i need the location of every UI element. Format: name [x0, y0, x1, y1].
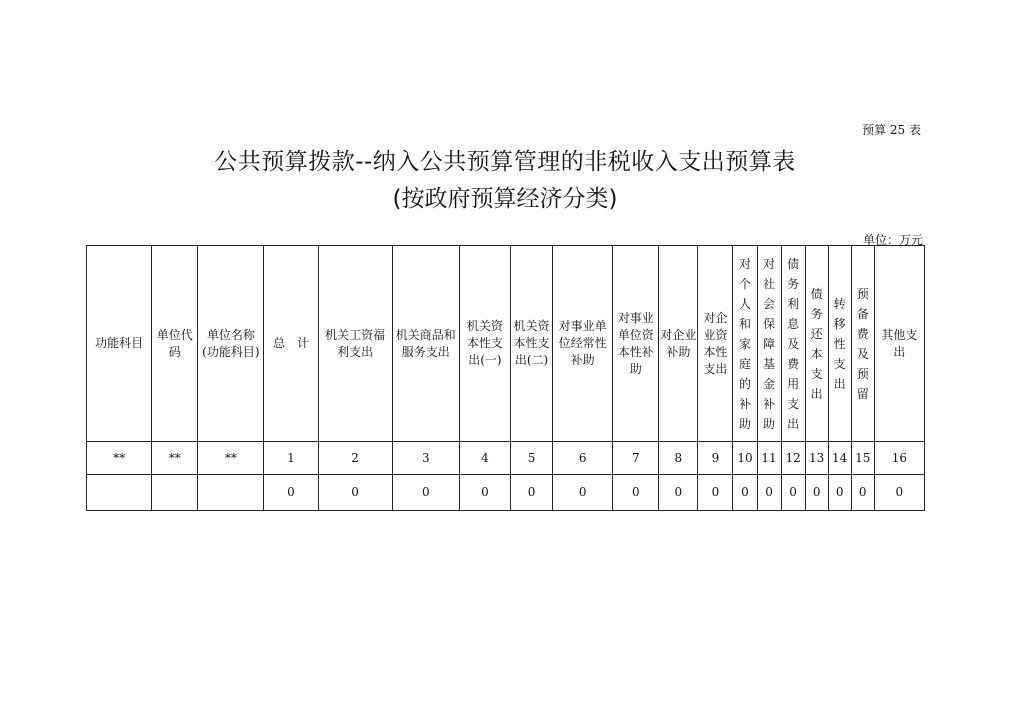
value-cell	[152, 475, 198, 511]
code-cell: 15	[851, 442, 874, 475]
code-cell: **	[198, 442, 264, 475]
code-cell: 12	[781, 442, 805, 475]
value-cell: 0	[781, 475, 805, 511]
code-cell: 9	[698, 442, 733, 475]
value-cell: 0	[805, 475, 828, 511]
value-cell: 0	[874, 475, 924, 511]
header-cell: 单位代 码	[152, 246, 198, 442]
value-cell: 0	[698, 475, 733, 511]
code-cell: 5	[510, 442, 552, 475]
header-cell: 机关资 本性支 出(二)	[510, 246, 552, 442]
code-cell: 11	[757, 442, 781, 475]
header-cell: 债务还本支出	[805, 246, 828, 442]
code-cell: **	[87, 442, 152, 475]
header-cell: 对企业 补助	[659, 246, 698, 442]
page-subtitle: (按政府预算经济分类)	[392, 186, 618, 212]
header-cell: 债务利息及费用支出	[781, 246, 805, 442]
unit-label: 单位：万元	[862, 233, 923, 247]
value-row	[87, 475, 925, 511]
value-cell: 0	[613, 475, 659, 511]
code-cell: 2	[318, 442, 392, 475]
header-cell: 机关工资福 利支出	[318, 246, 392, 442]
value-cell: 0	[318, 475, 392, 511]
code-cell: 7	[613, 442, 659, 475]
value-cell	[198, 475, 264, 511]
code-cell: **	[152, 442, 198, 475]
value-cell: 0	[828, 475, 851, 511]
code-cell: 10	[733, 442, 757, 475]
code-cell: 4	[459, 442, 510, 475]
page-title: 公共预算拨款--纳入公共预算管理的非税收入支出预算表	[214, 149, 796, 175]
header-cell: 总 计	[264, 246, 318, 442]
value-cell: 0	[553, 475, 613, 511]
header-cell: 对个人和家庭的补助	[733, 246, 757, 442]
header-cell: 功能科目	[87, 246, 152, 442]
code-row	[87, 442, 925, 475]
code-cell: 13	[805, 442, 828, 475]
code-cell: 14	[828, 442, 851, 475]
header-cell: 预备费及预留	[851, 246, 874, 442]
value-cell: 0	[392, 475, 459, 511]
code-cell: 6	[553, 442, 613, 475]
header-cell: 对社会保障基金补助	[757, 246, 781, 442]
code-cell: 1	[264, 442, 318, 475]
value-cell: 0	[459, 475, 510, 511]
code-cell: 8	[659, 442, 698, 475]
value-cell: 0	[264, 475, 318, 511]
header-cell: 对事业 单位资 本性补 助	[613, 246, 659, 442]
budget-table	[86, 245, 925, 511]
table-number: 预算 25 表	[862, 123, 921, 137]
header-cell: 对企 业资 本性 支出	[698, 246, 733, 442]
value-cell: 0	[659, 475, 698, 511]
value-cell	[87, 475, 152, 511]
header-cell: 其他支 出	[874, 246, 924, 442]
header-row	[87, 246, 925, 442]
value-cell: 0	[851, 475, 874, 511]
value-cell: 0	[733, 475, 757, 511]
code-cell: 16	[874, 442, 924, 475]
value-cell: 0	[510, 475, 552, 511]
header-cell: 转移性支出	[828, 246, 851, 442]
code-cell: 3	[392, 442, 459, 475]
header-cell: 机关商品和 服务支出	[392, 246, 459, 442]
header-cell: 单位名称 (功能科目)	[198, 246, 264, 442]
header-cell: 机关资 本性支 出(一)	[459, 246, 510, 442]
header-cell: 对事业单 位经常性 补助	[553, 246, 613, 442]
value-cell: 0	[757, 475, 781, 511]
